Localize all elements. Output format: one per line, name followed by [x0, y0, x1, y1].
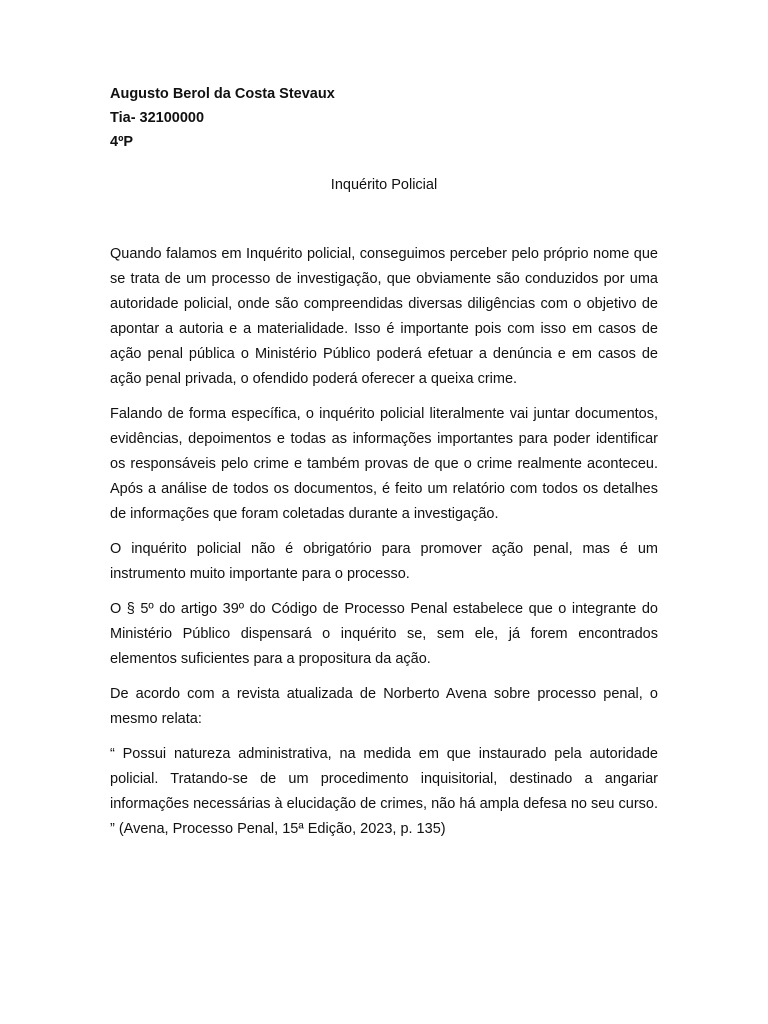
document-title: Inquérito Policial — [330, 177, 438, 193]
paragraph-avena-intro: De acordo com a revista atualizada de Norberto Avena sobre processo penal, o mesmo relata: — [110, 686, 658, 727]
paragraph-not-mandatory: O inquérito policial não é obrigatório para promover ação penal, mas é um instrumento muito importante para o processo. — [110, 541, 658, 582]
author-name: Augusto Berol da Costa Stevaux — [110, 86, 335, 102]
paragraph-intro: Quando falamos em Inquérito policial, conseguimos perceber pelo próprio nome que se trata de um processo de investigação, que obviamente são conduzidos por uma autoridade policial, onde são compreendidas diversas diligências com o objetivo de apontar a autoria e a materialidade. Isso é importante pois com isso em casos de ação penal pública o Ministério Público poderá efetuar a denúncia e em casos de ação penal privada, o ofendido poderá oferecer a queixa crime. — [110, 246, 658, 387]
paragraph-specific: Falando de forma específica, o inquérito policial literalmente vai juntar documentos, evidências, depoimentos e todas as informações importantes para poder identificar os responsáveis pelo crime e também provas de que o crime realmente aconteceu. Após a análise de todos os documentos, é feito um relatório com todos os detalhes de informações que foram coletadas durante a investigação. — [110, 406, 658, 522]
paragraph-quote: “ Possui natureza administrativa, na medida em que instaurado pela autoridade policial. Tratando-se de um procedimento inquisitorial, destinado a angariar informações necessárias à elucidação de crimes, não há ampla defesa no seu curso. ” (Avena, Processo Penal, 15ª Edição, 2023, p. 135) — [110, 746, 658, 837]
paragraph-legal-article: O § 5º do artigo 39º do Código de Processo Penal estabelece que o integrante do Ministério Público dispensará o inquérito se, sem ele, já forem encontrados elementos suficientes para a propositura da ação. — [110, 601, 658, 667]
student-id: Tia- 32100000 — [110, 110, 205, 126]
document-page — [110, 82, 658, 842]
period-label: 4ºP — [110, 134, 134, 150]
